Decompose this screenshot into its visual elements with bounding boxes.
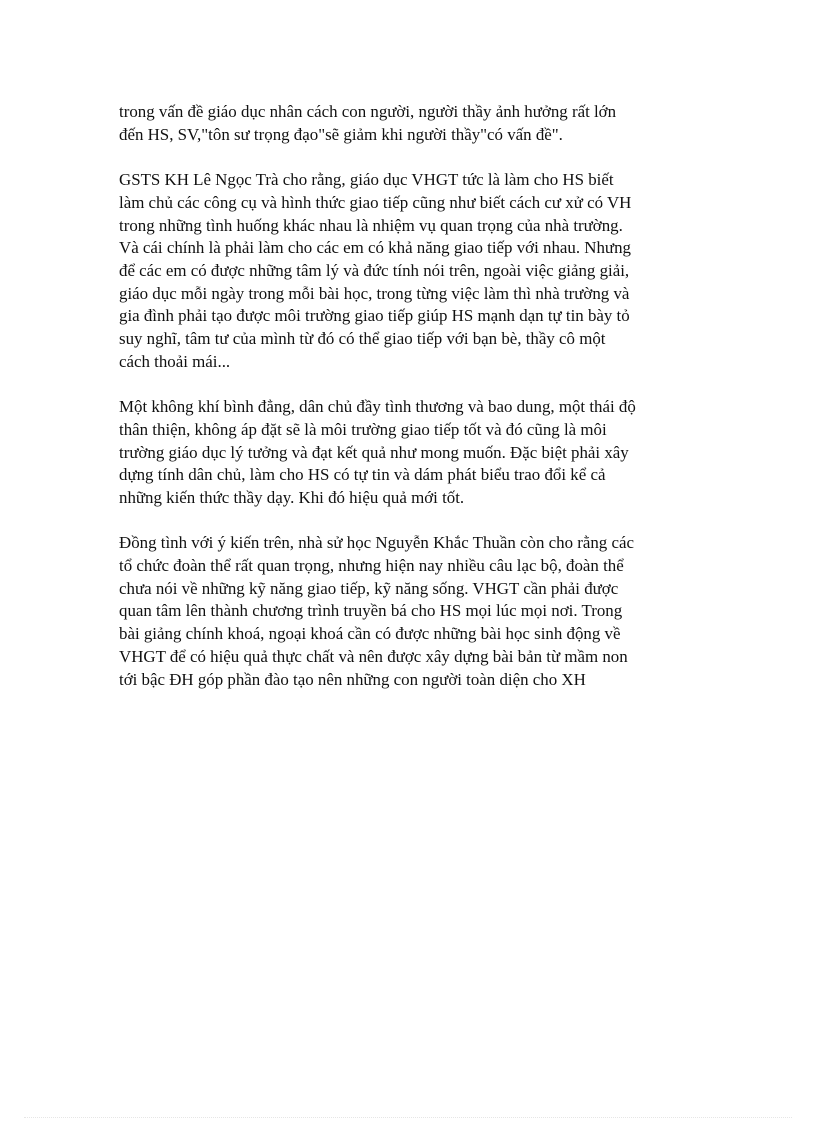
text-line: quan tâm lên thành chương trình truyền bá cho HS mọi lúc mọi nơi. Trong: [119, 601, 623, 621]
text-line: gia đình phải tạo được môi trường giao tiếp giúp HS mạnh dạn tự tin bày tỏ: [119, 306, 630, 326]
text-line: Và cái chính là phải làm cho các em có khả năng giao tiếp với nhau. Nhưng: [119, 238, 631, 258]
paragraph-2: [119, 169, 709, 373]
text-line: trong vấn đề giáo dục nhân cách con người, người thầy ảnh hưởng rất lớn: [119, 102, 617, 121]
text-line: trường giáo dục lý tưởng và đạt kết quả như mong muốn. Đặc biệt phải xây: [119, 442, 629, 462]
text-line: suy nghĩ, tâm tư của mình từ đó có thể giao tiếp với bạn bè, thầy cô một: [119, 329, 606, 349]
paragraph-4: [119, 532, 709, 691]
document-body: [119, 101, 709, 714]
paragraph-1: [119, 101, 709, 146]
text-line: trong những tình huống khác nhau là nhiệm vụ quan trọng của nhà trường.: [119, 215, 623, 235]
text-line: đến HS, SV,"tôn sư trọng đạo"sẽ giảm khi người thầy"có vấn đề".: [119, 124, 563, 144]
text-line: VHGT để có hiệu quả thực chất và nên được xây dựng bài bản từ mầm non: [119, 646, 628, 666]
text-line: chưa nói về những kỹ năng giao tiếp, kỹ năng sống. VHGT cần phải được: [119, 578, 619, 598]
text-line: GSTS KH Lê Ngọc Trà cho rằng, giáo dục VHGT tức là làm cho HS biết: [119, 170, 614, 190]
text-line: giáo dục mỗi ngày trong mỗi bài học, trong từng việc làm thì nhà trường và: [119, 283, 630, 303]
text-line: tới bậc ĐH góp phần đào tạo nên những con người toàn diện cho XH: [119, 669, 586, 689]
text-line: tổ chức đoàn thể rất quan trọng, nhưng hiện nay nhiều câu lạc bộ, đoàn thể: [119, 556, 624, 576]
text-line: Đồng tình với ý kiến trên, nhà sử học Nguyễn Khắc Thuần còn cho rằng các: [119, 533, 634, 553]
text-line: để các em có được những tâm lý và đức tính nói trên, ngoài việc giảng giải,: [119, 260, 630, 280]
text-line: bài giảng chính khoá, ngoại khoá cần có được những bài học sinh động về: [119, 624, 621, 644]
text-line: Một không khí bình đẳng, dân chủ đầy tình thương và bao dung, một thái độ: [119, 397, 636, 417]
text-line: những kiến thức thầy dạy. Khi đó hiệu quả mới tốt.: [119, 487, 465, 507]
page-bottom-divider: [24, 1117, 792, 1118]
paragraph-3: [119, 396, 709, 510]
text-line: cách thoải mái...: [119, 351, 231, 371]
text-line: dựng tính dân chủ, làm cho HS có tự tin và dám phát biểu trao đổi kể cả: [119, 465, 606, 485]
text-line: thân thiện, không áp đặt sẽ là môi trường giao tiếp tốt và đó cũng là môi: [119, 419, 607, 439]
text-line: làm chủ các công cụ và hình thức giao tiếp cũng như biết cách cư xử có VH: [119, 192, 632, 212]
